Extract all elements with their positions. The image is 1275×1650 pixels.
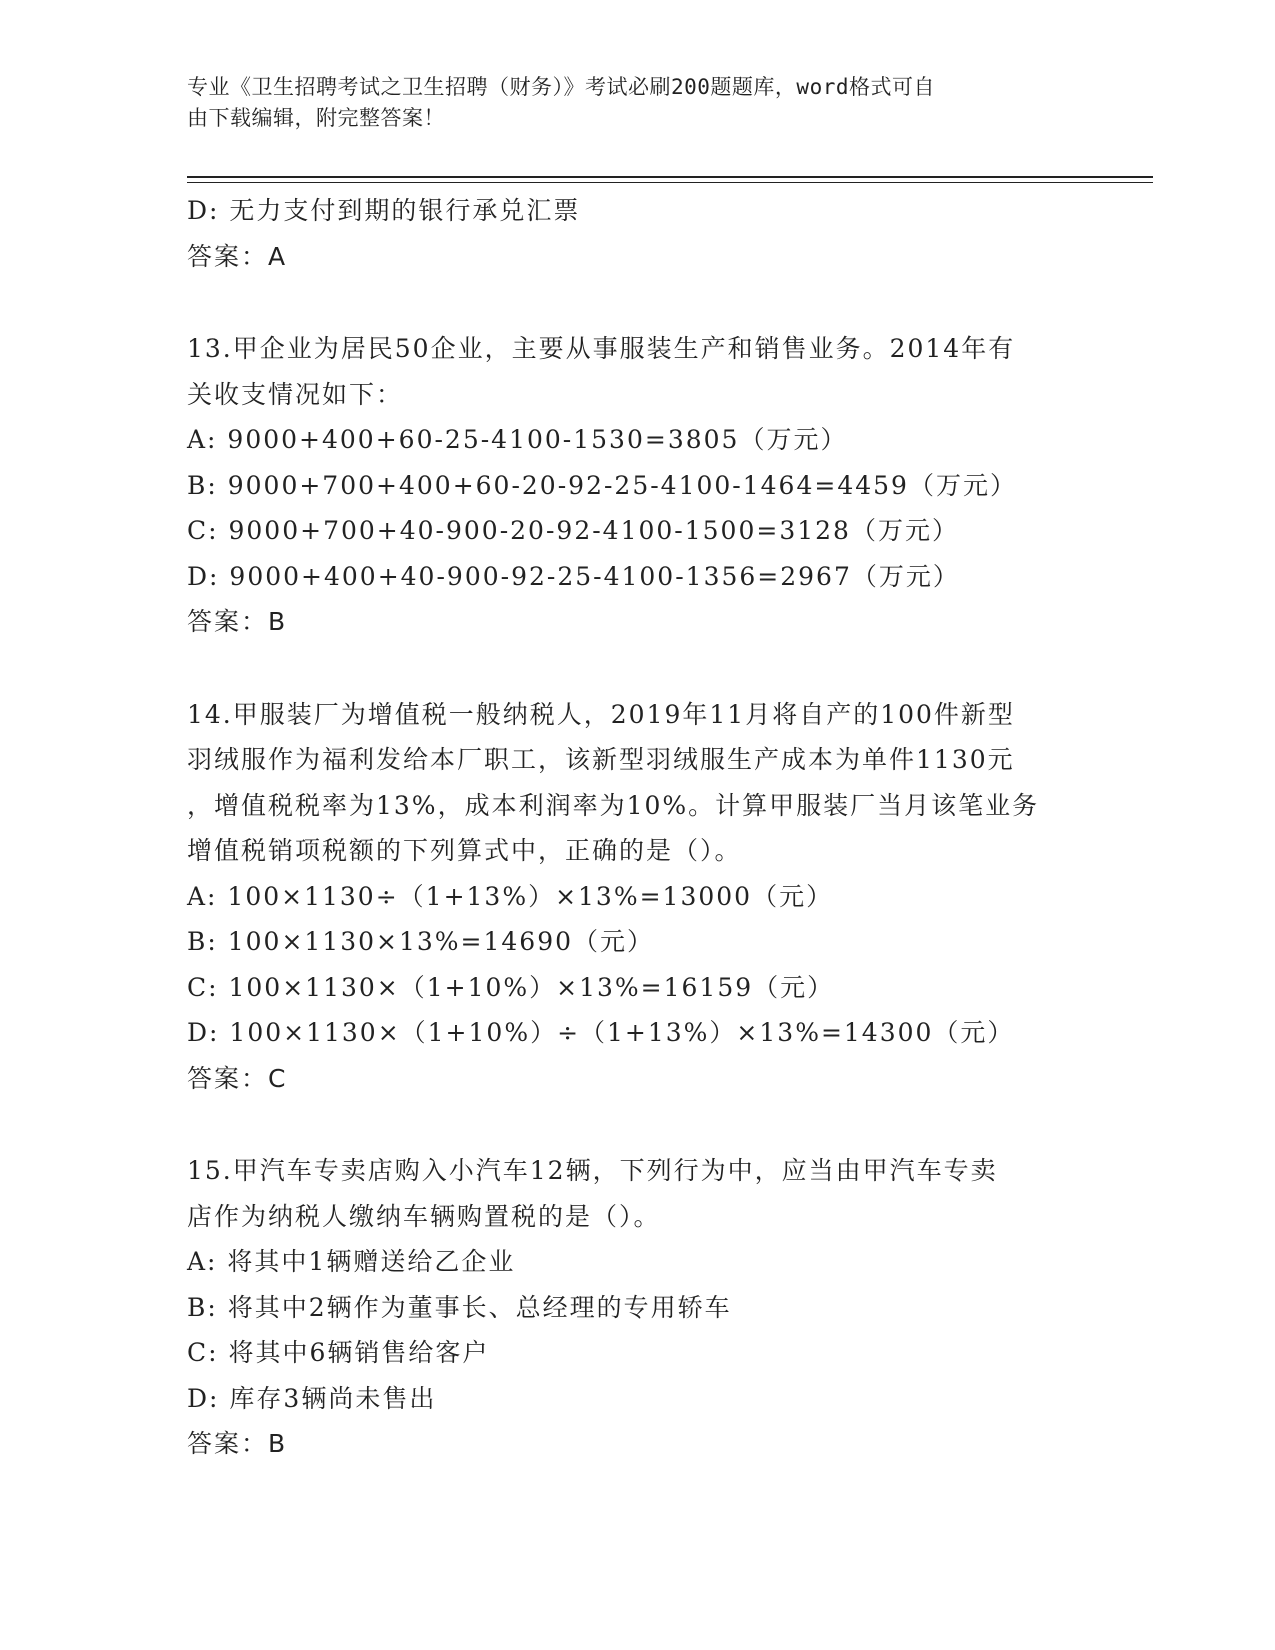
question-stem-line: 关收支情况如下： <box>187 379 404 409</box>
question-14 <box>187 692 1087 1102</box>
answer: 答案：B <box>187 607 288 636</box>
question-stem-line: 15.甲汽车专卖店购入小汽车12辆，下列行为中，应当由甲汽车专卖 <box>187 1156 998 1185</box>
option-b: B: 将其中2辆作为董事长、总经理的专用轿车 <box>187 1292 732 1322</box>
question-15 <box>187 1148 1087 1467</box>
option-d: D: 无力支付到期的银行承兑汇票 <box>187 196 581 225</box>
question-stem-line: 13.甲企业为居民50企业，主要从事服装生产和销售业务。2014年有 <box>187 334 1016 363</box>
option-c: C: 100×1130×（1+10%）×13%=16159（元） <box>187 972 835 1002</box>
option-d: D: 100×1130×（1+10%）÷（1+13%）×13%=14300（元） <box>187 1018 1015 1047</box>
option-d: D: 9000+400+40-900-92-25-4100-1356=2967（万元） <box>187 561 960 591</box>
option-a: A: 将其中1辆赠送给乙企业 <box>187 1247 516 1276</box>
option-a: A: 9000+400+60-25-4100-1530=3805（万元） <box>187 425 848 454</box>
option-a: A: 100×1130÷（1+13%）×13%=13000（元） <box>187 881 834 911</box>
option-c: C: 将其中6辆销售给客户 <box>187 1338 490 1367</box>
question-13 <box>187 326 1087 645</box>
option-b: B: 100×1130×13%=14690（元） <box>187 927 655 956</box>
question-content <box>187 188 1087 1467</box>
question-stem-line: 羽绒服作为福利发给本厂职工，该新型羽绒服生产成本为单件1130元 <box>187 745 1015 774</box>
header-rule-thin <box>187 182 1153 183</box>
question-stem-line: 增值税销项税额的下列算式中，正确的是（）。 <box>187 836 742 865</box>
question-stem-line: 店作为纳税人缴纳车辆购置税的是（）。 <box>187 1201 661 1231</box>
header-line-2: 由下载编辑，附完整答案！ <box>187 106 445 130</box>
answer: 答案：C <box>187 1063 288 1093</box>
question-stem-line: ，增值税税率为13%，成本利润率为10%。计算甲服装厂当月该笔业务 <box>187 790 1040 820</box>
document-header <box>187 72 1067 134</box>
header-rule-thick <box>187 176 1153 178</box>
answer: 答案：B <box>187 1429 288 1458</box>
option-d: D: 库存3辆尚未售出 <box>187 1383 437 1413</box>
option-c: C: 9000+700+40-900-20-92-4100-1500=3128（万元） <box>187 516 959 545</box>
answer: 答案：A <box>187 241 288 271</box>
prev-question <box>187 188 1087 279</box>
question-stem-line: 14.甲服装厂为增值税一般纳税人，2019年11月将自产的100件新型 <box>187 699 1015 729</box>
option-b: B: 9000+700+400+60-20-92-25-4100-1464=4459（万元） <box>187 470 1017 500</box>
header-line-1: 专业《卫生招聘考试之卫生招聘（财务）》考试必刷200题题库，word格式可自 <box>187 75 935 99</box>
